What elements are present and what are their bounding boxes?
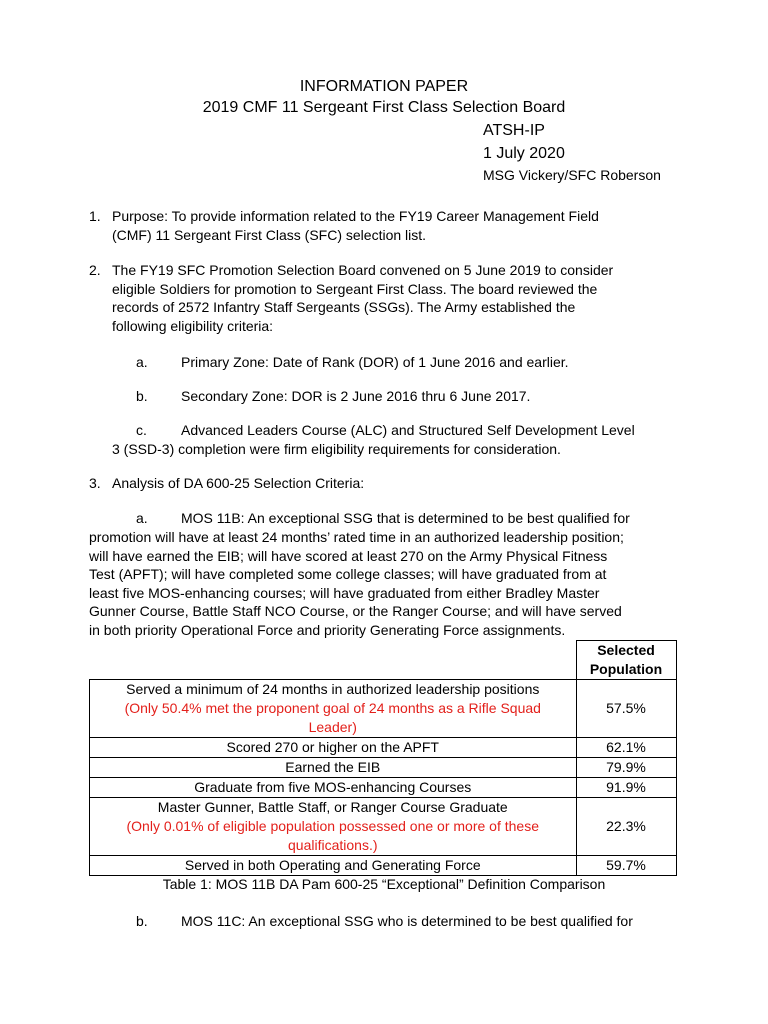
para2b-text: Secondary Zone: DOR is 2 June 2016 thru 6 June 2017.: [181, 388, 531, 404]
document-title: INFORMATION PAPER: [299, 78, 469, 95]
table-row: [90, 738, 677, 758]
para3a-line: in both priority Operational Force and priority Generating Force assignments.: [89, 622, 566, 638]
para3a-line: will have earned the EIB; will have scored at least 270 on the Army Physical Fitness: [89, 548, 608, 564]
selection-criteria-table: [89, 640, 677, 876]
para2c-text: 3 (SSD-3) completion were firm eligibility requirements for consideration.: [112, 441, 561, 457]
criterion-note: (Only 0.01% of eligible population possessed one or more of these: [126, 818, 539, 834]
value-cell: 22.3%: [576, 798, 676, 856]
para1-line: (CMF) 11 Sergeant First Class (SFC) selection list.: [112, 227, 427, 243]
para2b-letter: b.: [136, 388, 148, 404]
criterion-cell: Served in both Operating and Generating Force: [90, 856, 577, 876]
para2c-text: Advanced Leaders Course (ALC) and Structured Self Development Level: [181, 422, 635, 438]
para2-line: eligible Soldiers for promotion to Sergeant First Class. The board reviewed the: [112, 281, 598, 297]
para3b-text: MOS 11C: An exceptional SSG who is determined to be best qualified for: [181, 913, 633, 929]
criterion-cell: Scored 270 or higher on the APFT: [90, 738, 577, 758]
value-cell: 79.9%: [576, 758, 676, 778]
value-cell: 62.1%: [576, 738, 676, 758]
para2c-letter: c.: [136, 422, 147, 438]
value-cell: 59.7%: [576, 856, 676, 876]
para3b-letter: b.: [136, 913, 148, 929]
value-cell: 91.9%: [576, 778, 676, 798]
criterion-note: (Only 50.4% met the proponent goal of 24 months as a Rifle Squad: [124, 700, 541, 716]
para3a-line: MOS 11B: An exceptional SSG that is determined to be best qualified for: [181, 510, 630, 526]
criterion-note: Leader): [308, 719, 357, 735]
para1-line: Purpose: To provide information related to the FY19 Career Management Field: [112, 208, 599, 224]
table-caption: Table 1: MOS 11B DA Pam 600-25 “Exceptional” Definition Comparison: [162, 876, 606, 892]
para3a-line: Test (APFT); will have completed some college classes; will have graduated from at: [89, 566, 607, 582]
para3a-letter: a.: [136, 510, 148, 526]
criterion-cell: Served a minimum of 24 months in authorized leadership positions (Only 50.4% met the proponent goal of 24 months as a Rifle Squad Leader): [90, 680, 577, 738]
para3a-line: promotion will have at least 24 months’ rated time in an authorized leadership position;: [89, 529, 624, 545]
para3a-line: least five MOS-enhancing courses; will have graduated from either Bradley Master: [89, 585, 600, 601]
table-row: [90, 758, 677, 778]
para2a-text: Primary Zone: Date of Rank (DOR) of 1 June 2016 and earlier.: [181, 354, 569, 370]
criterion-cell: Master Gunner, Battle Staff, or Ranger Course Graduate (Only 0.01% of eligible population possessed one or more of these qualifications.): [90, 798, 577, 856]
document-subtitle: 2019 CMF 11 Sergeant First Class Selection Board: [202, 99, 566, 116]
criterion-cell: Graduate from five MOS-enhancing Courses: [90, 778, 577, 798]
table-row: [90, 798, 677, 856]
criterion-cell: Earned the EIB: [90, 758, 577, 778]
para3-heading: Analysis of DA 600-25 Selection Criteria:: [112, 475, 365, 491]
column-header-selected-population: Selected Population: [576, 641, 676, 680]
table-row: [90, 778, 677, 798]
para2a-letter: a.: [136, 354, 148, 370]
criterion-note: qualifications.): [288, 837, 378, 853]
table-header-row: [90, 641, 677, 680]
document-date: 1 July 2020: [483, 145, 565, 162]
para2-line: following eligibility criteria:: [112, 318, 274, 334]
para2-number: 2.: [89, 262, 101, 278]
para2-line: records of 2572 Infantry Staff Sergeants (SSGs). The Army established the: [112, 299, 576, 315]
office-symbol: ATSH-IP: [483, 122, 545, 139]
value-cell: 57.5%: [576, 680, 676, 738]
para3-number: 3.: [89, 475, 101, 491]
para1-number: 1.: [89, 208, 101, 224]
table-row: [90, 856, 677, 876]
document-authors: MSG Vickery/SFC Roberson: [483, 167, 661, 183]
para3a-line: Gunner Course, Battle Staff NCO Course, or the Ranger Course; and will have served: [89, 603, 622, 619]
para2-line: The FY19 SFC Promotion Selection Board convened on 5 June 2019 to consider: [112, 262, 614, 278]
table-row: [90, 680, 677, 738]
